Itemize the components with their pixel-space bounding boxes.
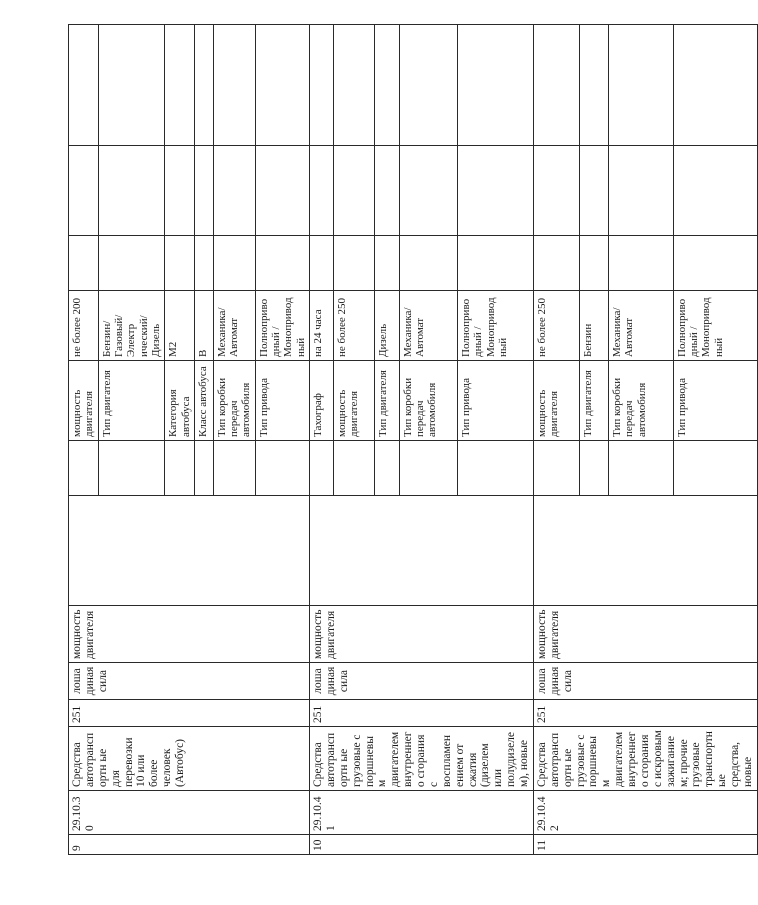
characteristic-cell: мощность двигателя [310,606,534,663]
okpd-code-cell: 29.10.42 [533,791,757,835]
empty-cell [334,25,375,146]
spec-value-cell: Механика/Автомат [609,291,674,361]
item-number-cell: 11 [533,835,757,855]
spec-value-cell: не более 250 [533,291,579,361]
empty-cell [213,236,255,291]
empty-cell [375,236,399,291]
spec-name-cell: Категория автобуса [165,361,195,441]
empty-cell [165,25,195,146]
empty-cell [375,441,399,496]
unit-name-cell: лошадиная сила [533,663,757,700]
spec-name-cell: Тахограф [310,361,334,441]
empty-cell [334,236,375,291]
empty-cell [194,146,213,236]
unit-name-cell: лошадиная сила [69,663,310,700]
spec-name-cell: Тип двигателя [375,361,399,441]
empty-cell [213,25,255,146]
empty-cell [673,236,757,291]
empty-cell [69,236,99,291]
okei-code-cell: 251 [69,700,310,727]
item-name-cell: Средства автотранспортн ые для перевозки 10 или более человек (Автобус) [69,727,310,791]
empty-cell [399,146,458,236]
spec-value-cell: М2 [165,291,195,361]
spec-value-cell: В [194,291,213,361]
empty-cell [310,25,334,146]
empty-cell [673,25,757,146]
spec-value-cell: Дизель [375,291,399,361]
spec-name-cell: Тип двигателя [98,361,165,441]
empty-cell [533,25,579,146]
empty-cell [533,496,757,606]
empty-cell [579,146,608,236]
spec-name-cell: Тип коробки передач автомобиля [399,361,458,441]
empty-cell [194,441,213,496]
table-row [533,25,579,855]
spec-value-cell: Бензин/Газовый/Электр ический/Дизель [98,291,165,361]
empty-cell [310,496,534,606]
spec-name-cell: Тип привода [673,361,757,441]
empty-cell [458,441,534,496]
rotated-table-sheet [68,25,754,855]
empty-cell [458,25,534,146]
spec-name-cell: Тип привода [458,361,534,441]
empty-cell [673,146,757,236]
empty-cell [98,441,165,496]
empty-cell [69,25,99,146]
item-number-cell: 9 [69,835,310,855]
table-row [69,25,99,855]
empty-cell [213,146,255,236]
empty-cell [579,441,608,496]
empty-cell [579,25,608,146]
empty-cell [69,496,310,606]
empty-cell [458,146,534,236]
empty-cell [375,25,399,146]
spec-name-cell: Тип коробки передач автомобиля [609,361,674,441]
empty-cell [255,146,309,236]
empty-cell [399,441,458,496]
empty-cell [533,236,579,291]
empty-cell [69,146,99,236]
characteristic-cell: мощность двигателя [533,606,757,663]
empty-cell [609,441,674,496]
spec-name-cell: Тип привода [255,361,309,441]
unit-name-cell: лошадиная сила [310,663,534,700]
okpd-code-cell: 29.10.41 [310,791,534,835]
empty-cell [194,25,213,146]
empty-cell [399,236,458,291]
item-name-cell: Средства автотранспортн ые грузовые с поршневым двигателем внутреннего сгорания с искровым зажиганием; прочие грузовые транспортные средства, новые [533,727,757,791]
empty-cell [609,236,674,291]
empty-cell [609,146,674,236]
okei-code-cell: 251 [310,700,534,727]
empty-cell [98,25,165,146]
empty-cell [310,146,334,236]
vehicle-requirements-table [68,24,758,855]
empty-cell [334,146,375,236]
empty-cell [255,236,309,291]
okpd-code-cell: 29.10.30 [69,791,310,835]
spec-value-cell: не более 200 [69,291,99,361]
empty-cell [310,441,334,496]
characteristic-cell: мощность двигателя [69,606,310,663]
empty-cell [98,146,165,236]
item-name-cell: Средства автотранспортн ые грузовые с поршневым двигателем внутреннего сгорания с воспламенением от сжатия (дизелем или полудизелем), новые [310,727,534,791]
empty-cell [165,236,195,291]
spec-value-cell: Полноприводный /Моноприводный [458,291,534,361]
empty-cell [673,441,757,496]
empty-cell [334,441,375,496]
empty-cell [255,25,309,146]
empty-cell [194,236,213,291]
spec-value-cell: Механика/Автомат [213,291,255,361]
empty-cell [310,236,334,291]
empty-cell [399,25,458,146]
empty-cell [375,146,399,236]
empty-cell [98,236,165,291]
empty-cell [255,441,309,496]
empty-cell [213,441,255,496]
spec-value-cell: Бензин [579,291,608,361]
empty-cell [69,441,99,496]
spec-name-cell: Тип двигателя [579,361,608,441]
spec-name-cell: мощность двигателя [334,361,375,441]
empty-cell [533,441,579,496]
spec-value-cell: Полноприводный /Моноприводный [255,291,309,361]
spec-name-cell: мощность двигателя [69,361,99,441]
spec-value-cell: не более 250 [334,291,375,361]
spec-value-cell: Полноприводный /Моноприводный [673,291,757,361]
empty-cell [458,236,534,291]
spec-name-cell: Тип коробки передач автомобиля [213,361,255,441]
empty-cell [579,236,608,291]
spec-name-cell: Класс автобуса [194,361,213,441]
spec-value-cell: на 24 часа [310,291,334,361]
item-number-cell: 10 [310,835,534,855]
table-row [310,25,334,855]
okei-code-cell: 251 [533,700,757,727]
empty-cell [533,146,579,236]
spec-value-cell: Механика/Автомат [399,291,458,361]
empty-cell [165,441,195,496]
empty-cell [609,25,674,146]
spec-name-cell: мощность двигателя [533,361,579,441]
empty-cell [165,146,195,236]
